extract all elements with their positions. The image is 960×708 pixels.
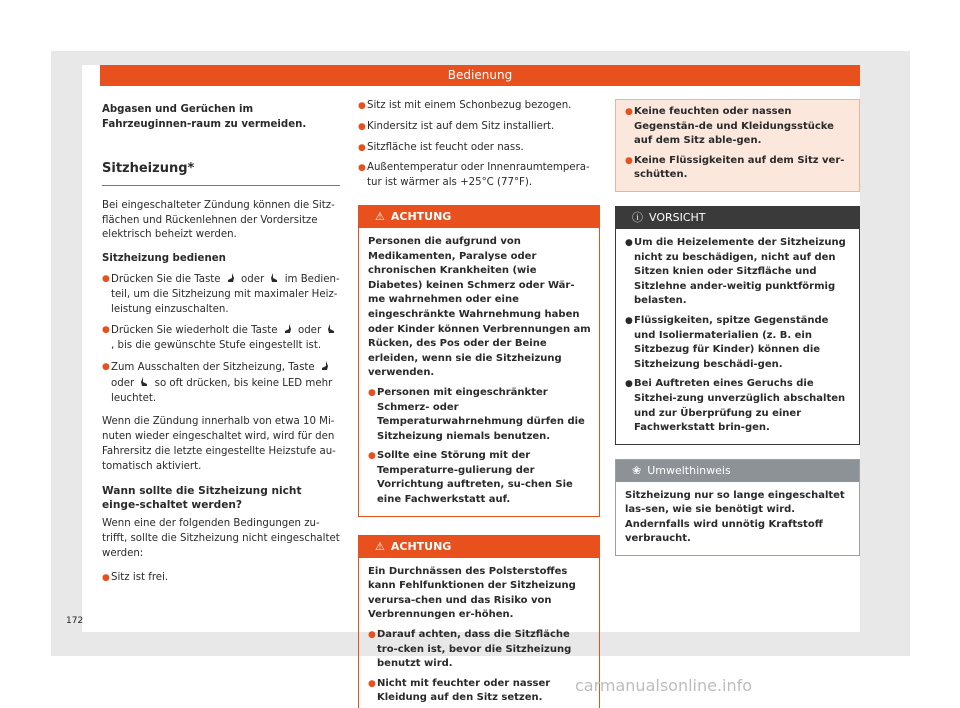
- list-item: ● Sollte eine Störung mit der Temperaturre-gulierung der Vorrichtung auftreten, su-chen Sie eine Fachwerkstatt auf.: [368, 450, 573, 506]
- bullet-icon: ●: [625, 155, 633, 166]
- bullet-icon: ●: [102, 325, 110, 336]
- environment-box-header: ❀ Umwelthinweis: [616, 460, 859, 482]
- seat-heat-right-icon: [139, 376, 149, 387]
- bullet-icon: ●: [102, 572, 110, 583]
- bullet-icon: ●: [102, 273, 110, 284]
- caution-box-header: ⓘ VORSICHT: [616, 207, 859, 229]
- list-item: ● Drücken Sie die Taste oder im Bedien-teil, um die Sitzheizung mit maximaler Heiz-leistung einzuschalten.: [102, 273, 340, 315]
- list-item: ● Kindersitz ist auf dem Sitz installiert.: [358, 120, 600, 135]
- warning-box-moisture: [358, 535, 600, 708]
- info-circle-icon: ⓘ: [632, 210, 643, 224]
- warning-box-body: [616, 100, 859, 191]
- list-item: ● Drücken Sie wiederholt die Taste oder , bis die gewünschte Stufe eingestellt ist.: [102, 323, 340, 354]
- list-item: ● Sitz ist frei.: [102, 571, 340, 586]
- bullet-icon: ●: [358, 101, 366, 111]
- list-item: ● Keine Flüssigkeiten auf dem Sitz ver-schütten.: [625, 154, 845, 181]
- list-item: ● Zum Ausschalten der Sitzheizung, Taste oder so oft drücken, bis keine LED mehr leuchtet.: [102, 361, 333, 404]
- section-title: Sitzheizung*: [102, 162, 340, 186]
- bullet-icon: ●: [625, 107, 633, 117]
- watermark: carmanualsonline.info: [575, 676, 753, 695]
- list-item: ● Darauf achten, dass die Sitzfläche tro-cken ist, bevor die Sitzheizung benutzt wird.: [368, 629, 572, 670]
- bullet-icon: ●: [368, 630, 376, 641]
- bullet-icon: ●: [368, 387, 376, 398]
- warning-box-medical: [358, 205, 600, 517]
- list-item: ● Keine feuchten oder nassen Gegenstän-de und Kleidungsstücke auf dem Sitz able-gen.: [625, 106, 834, 147]
- list-item: ● Außentemperatur oder Innenraumtempera-tur ist wärmer als +25°C (77°F).: [358, 162, 590, 189]
- paragraph-reactivation: Wenn die Zündung innerhalb von etwa 10 Mi-nuten wieder eingeschaltet wird, wird für den Fahrersitz die letzte eingestellte Heizstufe au-tomatisch aktiviert.: [102, 416, 336, 472]
- seat-heat-left-icon: [320, 360, 330, 371]
- seat-heat-right-icon: [326, 323, 336, 334]
- seat-heat-left-icon: [226, 272, 236, 283]
- bullet-icon: ●: [102, 361, 110, 372]
- bullet-icon: ●: [625, 315, 633, 326]
- warning-box-continued: [615, 99, 860, 192]
- leaf-flower-icon: ❀: [632, 463, 642, 477]
- warning-box-body: Personen die aufgrund von Medikamenten, Paralyse oder chronischen Krankheiten (wie Diabetes) keinen Schmerz oder Wär-me wahrnehmen oder eine eingeschränkte Wahrnehmung haben oder Kinder können Verbrennungen am Rücken, des Pos oder der Beine erleiden, wenn sie die Sitzheizung verwenden. ● Personen mit eingeschränkter Schmerz- oder Temperaturwahrnehmung dürfen die Sitzheizung niemals benutzen. ● Sollte eine Störung mit der Temperaturre-gulierung der Vorrichtung auftreten, su-chen Sie eine Fachwerkstatt auf.: [359, 228, 599, 516]
- bullet-icon: ●: [368, 451, 376, 462]
- warning-box-header: ⚠ ACHTUNG: [359, 206, 599, 228]
- bullet-icon: ●: [358, 142, 366, 153]
- list-item: ● Bei Auftreten eines Geruchs die Sitzhei-zung unverzüglich abschalten und zur Überprüfung zu einer Fachwerkstatt brin-gen.: [625, 378, 846, 434]
- warning-box-body: Ein Durchnässen des Polsterstoffes kann Fehlfunktionen der Sitzheizung verursa-chen und das Risiko von Verbrennungen er-höhen. ● Darauf achten, dass die Sitzfläche tro-cken ist, bevor die Sitzheizung benutzt wird. ● Nicht mit feuchter oder nasser Kleidung auf den Sitz setzen.: [359, 558, 599, 708]
- caution-box-body: [616, 229, 859, 444]
- caution-box: [615, 206, 860, 445]
- bullet-icon: ●: [368, 678, 376, 689]
- column-left: [102, 102, 340, 591]
- bullet-icon: ●: [358, 121, 366, 132]
- bullet-icon: ●: [625, 379, 633, 390]
- seat-heat-right-icon: [269, 272, 279, 283]
- column-middle: [358, 99, 600, 708]
- intro-text: Abgasen und Gerüchen im Fahrzeuginnen-raum zu vermeiden.: [102, 104, 307, 130]
- warning-triangle-icon: ⚠: [375, 539, 385, 553]
- list-item: ● Um die Heizelemente der Sitzheizung nicht zu beschädigen, nicht auf den Sitzen knien oder Sitzfläche und Sitzlehne ander-weitig punktförmig belasten.: [625, 236, 846, 307]
- list-item: ● Sitzfläche ist feucht oder nass.: [358, 141, 600, 156]
- warning-triangle-icon: ⚠: [375, 209, 385, 223]
- paragraph-conditions: Wenn eine der folgenden Bedingungen zu-trifft, sollte die Sitzheizung nicht eingeschaltet werden:: [102, 518, 340, 559]
- subheading-when-not: Wann sollte die Sitzheizung nicht einge-schaltet werden?: [102, 484, 302, 512]
- list-item: ● Flüssigkeiten, spitze Gegenstände und Isoliermaterialien (z. B. ein Sitzbezug für Kinder) können die Sitzheizung beschädi-gen.: [625, 314, 829, 370]
- environment-box: [615, 459, 860, 556]
- list-item: ● Nicht mit feuchter oder nasser Kleidung auf den Sitz setzen.: [368, 677, 551, 704]
- environment-box-body: Sitzheizung nur so lange eingeschaltet las-sen, wie sie benötigt wird. Andernfalls wird unnötig Kraftstoff verbraucht.: [625, 489, 845, 545]
- warning-box-header: ⚠ ACHTUNG: [359, 536, 599, 558]
- list-item: ● Personen mit eingeschränkter Schmerz- oder Temperaturwahrnehmung dürfen die Sitzheizung niemals benutzen.: [368, 386, 585, 442]
- subheading-operate: Sitzheizung bedienen: [102, 253, 226, 265]
- page-header: Bedienung: [100, 65, 860, 86]
- paragraph-intro: Bei eingeschalteter Zündung können die Sitz-flächen und Rückenlehnen der Vordersitze elektrisch beheizt werden.: [102, 199, 335, 241]
- bullet-icon: ●: [625, 237, 633, 248]
- seat-heat-left-icon: [283, 323, 293, 334]
- bullet-icon: ●: [358, 163, 366, 174]
- page-number: 172: [66, 616, 84, 626]
- column-right: [615, 99, 860, 568]
- list-item: ● Sitz ist mit einem Schonbezug bezogen.: [358, 99, 600, 114]
